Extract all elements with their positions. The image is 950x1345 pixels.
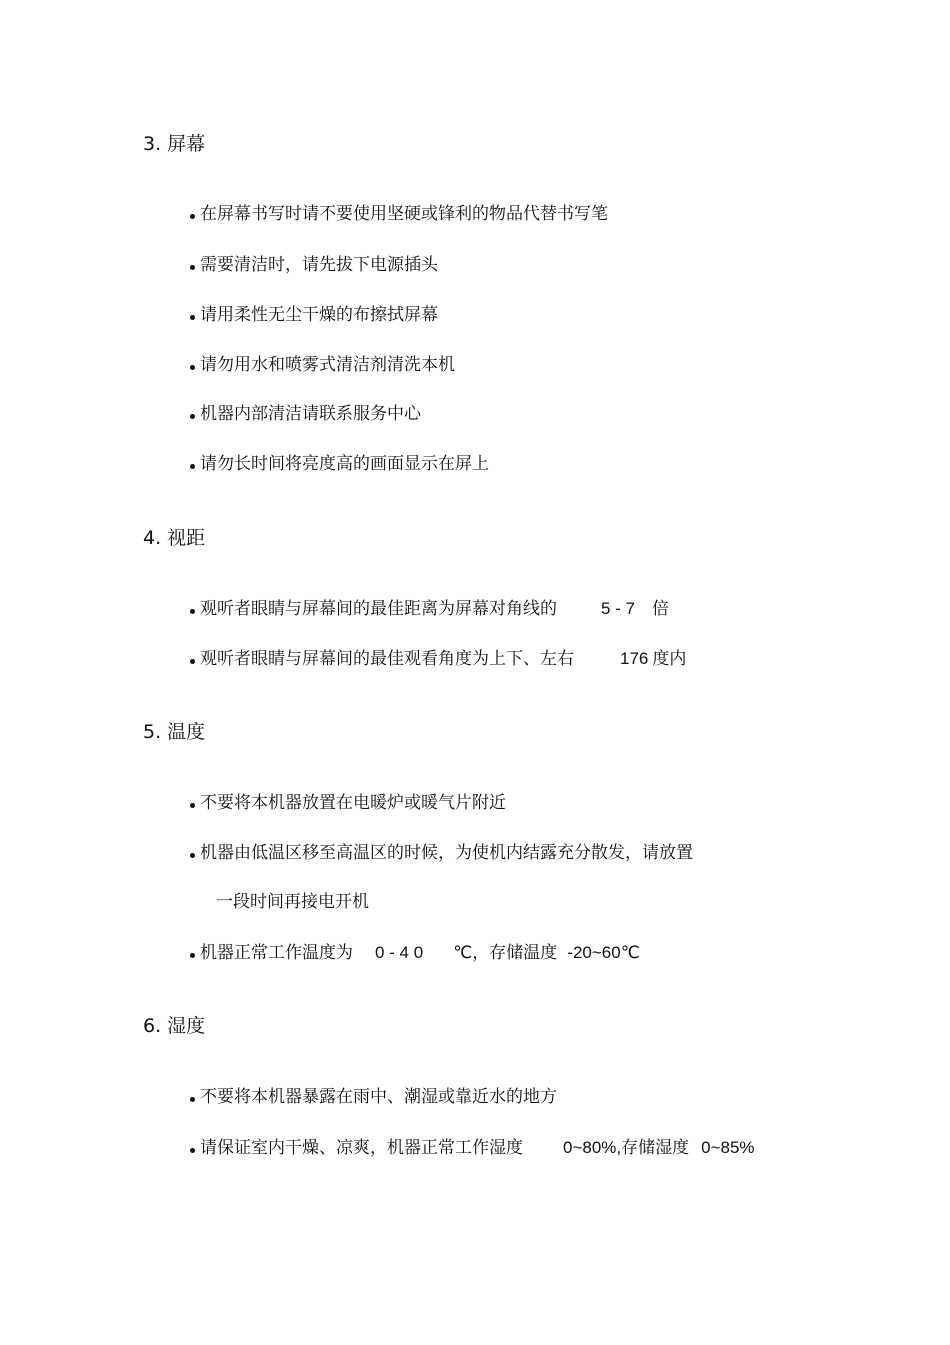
list-item: 不要将本机器放置在电暖炉或暖气片附近 (190, 792, 506, 814)
bullet-icon (190, 853, 195, 858)
bullet-icon (190, 803, 195, 808)
distance-ratio-value: 5 - 7 (601, 599, 636, 618)
section-heading-humidity: 6. 湿度 (143, 1015, 206, 1037)
bullet-icon (190, 1148, 195, 1153)
list-item: 机器正常工作温度为 0 - 4 0 ℃，存储温度 -20~60℃ (190, 942, 640, 964)
bullet-icon (190, 659, 195, 664)
bullet-icon (190, 414, 195, 419)
list-item: 不要将本机器暴露在雨中、潮湿或靠近水的地方 (190, 1086, 557, 1108)
list-item: 请用柔性无尘干燥的布擦拭屏幕 (190, 304, 438, 326)
bullet-icon (190, 214, 195, 219)
list-item: 需要清洁时，请先拔下电源插头 (190, 254, 438, 276)
list-item: 请勿用水和喷雾式清洁剂清洗本机 (190, 354, 455, 376)
storage-humidity-value: 0~85% (701, 1138, 755, 1157)
list-item: 观听者眼睛与屏幕间的最佳观看角度为上下、左右 176 度内 (190, 648, 686, 670)
bullet-icon (190, 265, 195, 270)
storage-temperature-value: -20~60 (567, 943, 621, 962)
bullet-icon (190, 1097, 195, 1102)
list-item: 请勿长时间将亮度高的画面显示在屏上 (190, 453, 489, 475)
section-heading-temperature: 5. 温度 (143, 721, 206, 743)
list-item: 机器内部清洁请联系服务中心 (190, 403, 421, 425)
viewing-angle-value: 176 (620, 649, 649, 668)
operating-humidity-value: 0~80%, (563, 1138, 622, 1157)
list-item: 在屏幕书写时请不要使用坚硬或锋利的物品代替书写笔 (190, 203, 608, 225)
section-heading-screen: 3. 屏幕 (143, 133, 206, 155)
bullet-icon (190, 464, 195, 469)
list-item: 机器由低温区移至高温区的时候，为使机内结露充分散发，请放置 (190, 842, 693, 864)
bullet-icon (190, 315, 195, 320)
list-item: 请保证室内干燥、凉爽，机器正常工作湿度 0~80%,存储湿度 0~85% (190, 1137, 755, 1159)
bullet-icon (190, 953, 195, 958)
operating-temperature-value: 0 - 4 0 (375, 943, 424, 962)
bullet-icon (190, 609, 195, 614)
list-item-continuation: 一段时间再接电开机 (216, 892, 369, 912)
list-item: 观听者眼睛与屏幕间的最佳距离为屏幕对角线的 5 - 7 倍 (190, 598, 669, 620)
bullet-icon (190, 365, 195, 370)
section-heading-viewing-distance: 4. 视距 (143, 527, 206, 549)
